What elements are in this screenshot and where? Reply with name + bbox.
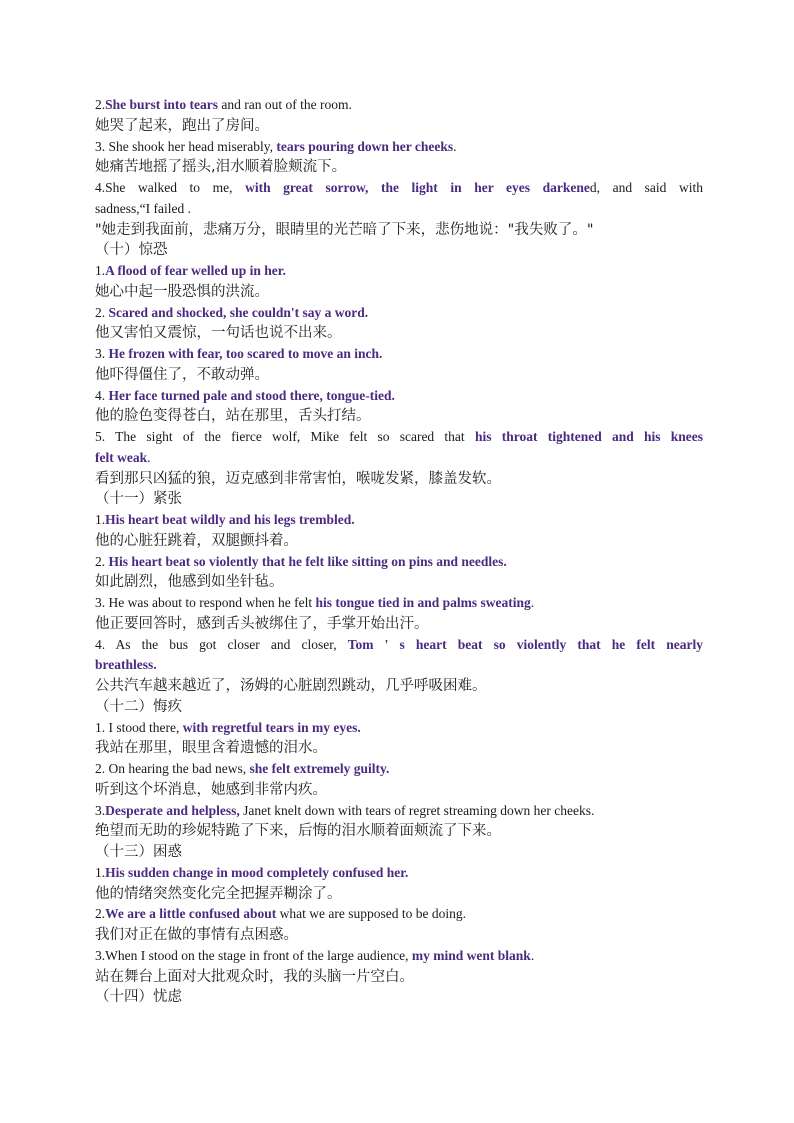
plain-text: 我站在那里，眼里含着遗憾的泪水。 <box>95 740 327 757</box>
plain-text: d, and said with <box>589 180 703 195</box>
plain-text: 公共汽车越来越近了，汤姆的心脏剧烈跳动，几乎呼吸困难。 <box>95 678 487 694</box>
highlighted-phrase: with great sorrow, the light in her eyes darkene <box>245 180 590 195</box>
plain-text: 他的脸色变得苍白，站在那里，舌头打结。 <box>95 408 371 425</box>
highlighted-phrase: His heart beat so violently that he felt like sitting on pins and needles. <box>108 553 507 569</box>
plain-text: 绝望而无助的珍妮特跪了下来，后悔的泪水顺着面颊流了下来。 <box>95 823 501 840</box>
highlighted-phrase: A flood of fear welled up in her. <box>105 263 286 278</box>
plain-text: 4. <box>95 387 109 403</box>
plain-text: 1. <box>95 864 106 880</box>
section-heading <box>95 842 703 863</box>
english-sentence <box>95 178 703 199</box>
english-sentence <box>95 904 703 925</box>
highlighted-phrase: Her face turned pale and stood there, tongue-tied. <box>108 387 395 403</box>
english-sentence <box>95 137 703 158</box>
section-heading <box>95 489 703 510</box>
english-sentence <box>95 946 703 967</box>
plain-text: 2. <box>95 97 106 112</box>
highlighted-phrase: she felt extremely guilty. <box>249 761 390 776</box>
highlighted-phrase: Tom ' s heart beat so violently that he felt nearly <box>347 636 703 652</box>
plain-text: Janet knelt down with tears of regret streaming down her cheeks. <box>239 802 595 818</box>
plain-text: 4. As the bus got closer and closer, <box>95 636 348 652</box>
english-sentence <box>95 593 703 614</box>
chinese-translation <box>95 884 703 905</box>
section-heading <box>95 240 703 261</box>
highlighted-phrase: felt weak <box>95 449 148 465</box>
english-sentence <box>95 655 703 676</box>
plain-text: 如此剧烈，他感到如坐针毡。 <box>95 574 284 591</box>
plain-text: 她哭了起来，跑出了房间。 <box>95 117 269 134</box>
plain-text: . <box>530 947 535 963</box>
document-page <box>95 95 703 1008</box>
plain-text: 她痛苦地摇了摇头,泪水顺着脸颊流下。 <box>95 159 347 176</box>
highlighted-phrase: breathless. <box>95 657 157 673</box>
plain-text: 3.When I stood on the stage in front of the large audience, <box>95 947 412 963</box>
highlighted-phrase: His sudden change in mood completely confused her. <box>105 864 409 880</box>
english-sentence <box>95 801 703 822</box>
highlighted-phrase: He frozen with fear, too scared to move an inch. <box>108 346 383 361</box>
english-sentence <box>95 510 703 531</box>
highlighted-phrase: She burst into tears <box>105 97 219 112</box>
chinese-translation <box>95 676 703 697</box>
plain-text: 1. <box>95 263 106 278</box>
chinese-translation <box>95 614 703 635</box>
chinese-translation <box>95 967 703 988</box>
plain-text: 站在舞台上面对大批观众时，我的头脑一片空白。 <box>95 968 414 985</box>
chinese-translation <box>95 323 703 344</box>
plain-text: 他正要回答时，感到舌头被绑住了，手掌开始出汗。 <box>95 615 429 632</box>
plain-text: and ran out of the room. <box>218 97 352 112</box>
plain-text: . <box>453 138 457 154</box>
highlighted-phrase: We are a little confused about <box>105 906 277 922</box>
chinese-translation <box>95 157 703 178</box>
chinese-translation <box>95 821 703 842</box>
plain-text: 她心中起一股恐惧的洪流。 <box>95 283 269 300</box>
section-heading <box>95 987 703 1008</box>
plain-text: 3. She shook her head miserably, <box>95 138 277 154</box>
highlighted-phrase: his tongue tied in and palms sweating <box>315 595 531 610</box>
highlighted-phrase: Scared and shocked, she couldn't say a word. <box>108 304 369 320</box>
highlighted-phrase: his throat tightened and his knees <box>474 429 703 444</box>
english-sentence <box>95 95 703 116</box>
plain-text: 5. The sight of the fierce wolf, Mike felt so scared that <box>95 429 475 444</box>
english-sentence <box>95 448 703 469</box>
english-sentence <box>95 344 703 365</box>
plain-text: 听到这个坏消息，她感到非常内疚。 <box>95 781 327 798</box>
english-sentence <box>95 199 703 220</box>
chinese-translation <box>95 531 703 552</box>
plain-text: 1. <box>95 512 106 527</box>
english-sentence <box>95 303 703 324</box>
english-sentence <box>95 261 703 282</box>
chinese-translation <box>95 220 703 241</box>
plain-text: 看到那只凶猛的狼，迈克感到非常害怕，喉咙发紧，膝盖发软。 <box>95 470 501 487</box>
plain-text: 4.She walked to me, <box>95 180 246 195</box>
plain-text: "她走到我面前，悲痛万分，眼睛里的光芒暗了下来，悲伤地说："我失败了。" <box>95 221 594 238</box>
plain-text: . <box>530 595 535 610</box>
plain-text: （十二）悔疚 <box>95 698 182 715</box>
plain-text: 1. I stood there, <box>95 719 183 735</box>
plain-text: . <box>147 449 151 465</box>
plain-text: 2. <box>95 906 106 922</box>
plain-text: 我们对正在做的事情有点困惑。 <box>95 927 298 943</box>
highlighted-phrase: my mind went blank <box>411 947 531 963</box>
plain-text: what we are supposed to be doing. <box>276 906 466 922</box>
chinese-translation <box>95 469 703 490</box>
english-sentence <box>95 386 703 407</box>
plain-text: 他吓得僵住了，不敢动弹。 <box>95 366 269 383</box>
chinese-translation <box>95 925 703 946</box>
plain-text: 3. <box>95 802 106 818</box>
english-sentence <box>95 718 703 739</box>
plain-text: 2. On hearing the bad news, <box>95 761 250 776</box>
plain-text: （十）惊恐 <box>95 242 168 259</box>
plain-text: 他又害怕又震惊，一句话也说不出来。 <box>95 325 342 342</box>
chinese-translation <box>95 406 703 427</box>
plain-text: 3. He was about to respond when he felt <box>95 595 316 610</box>
plain-text: （十一）紧张 <box>95 491 182 508</box>
english-sentence <box>95 863 703 884</box>
chinese-translation <box>95 116 703 137</box>
chinese-translation <box>95 738 703 759</box>
highlighted-phrase: His heart beat wildly and his legs trembled. <box>105 512 355 527</box>
plain-text: sadness,“I failed . <box>95 200 191 216</box>
chinese-translation <box>95 572 703 593</box>
highlighted-phrase: Desperate and helpless, <box>105 802 240 818</box>
english-sentence <box>95 759 703 780</box>
plain-text: （十三）困惑 <box>95 844 182 860</box>
plain-text: 2. <box>95 553 109 569</box>
chinese-translation <box>95 282 703 303</box>
plain-text: 他的情绪突然变化完全把握弄糊涂了。 <box>95 885 342 902</box>
plain-text: 3. <box>95 346 109 361</box>
section-heading <box>95 697 703 718</box>
highlighted-phrase: tears pouring down her cheeks <box>276 138 454 154</box>
chinese-translation <box>95 365 703 386</box>
english-sentence <box>95 635 703 656</box>
plain-text: 2. <box>95 304 109 320</box>
chinese-translation <box>95 780 703 801</box>
english-sentence <box>95 552 703 573</box>
plain-text: 他的心脏狂跳着，双腿颤抖着。 <box>95 532 298 549</box>
english-sentence <box>95 427 703 448</box>
plain-text: （十四）忧虑 <box>95 989 182 1006</box>
highlighted-phrase: with regretful tears in my eyes. <box>182 719 361 735</box>
